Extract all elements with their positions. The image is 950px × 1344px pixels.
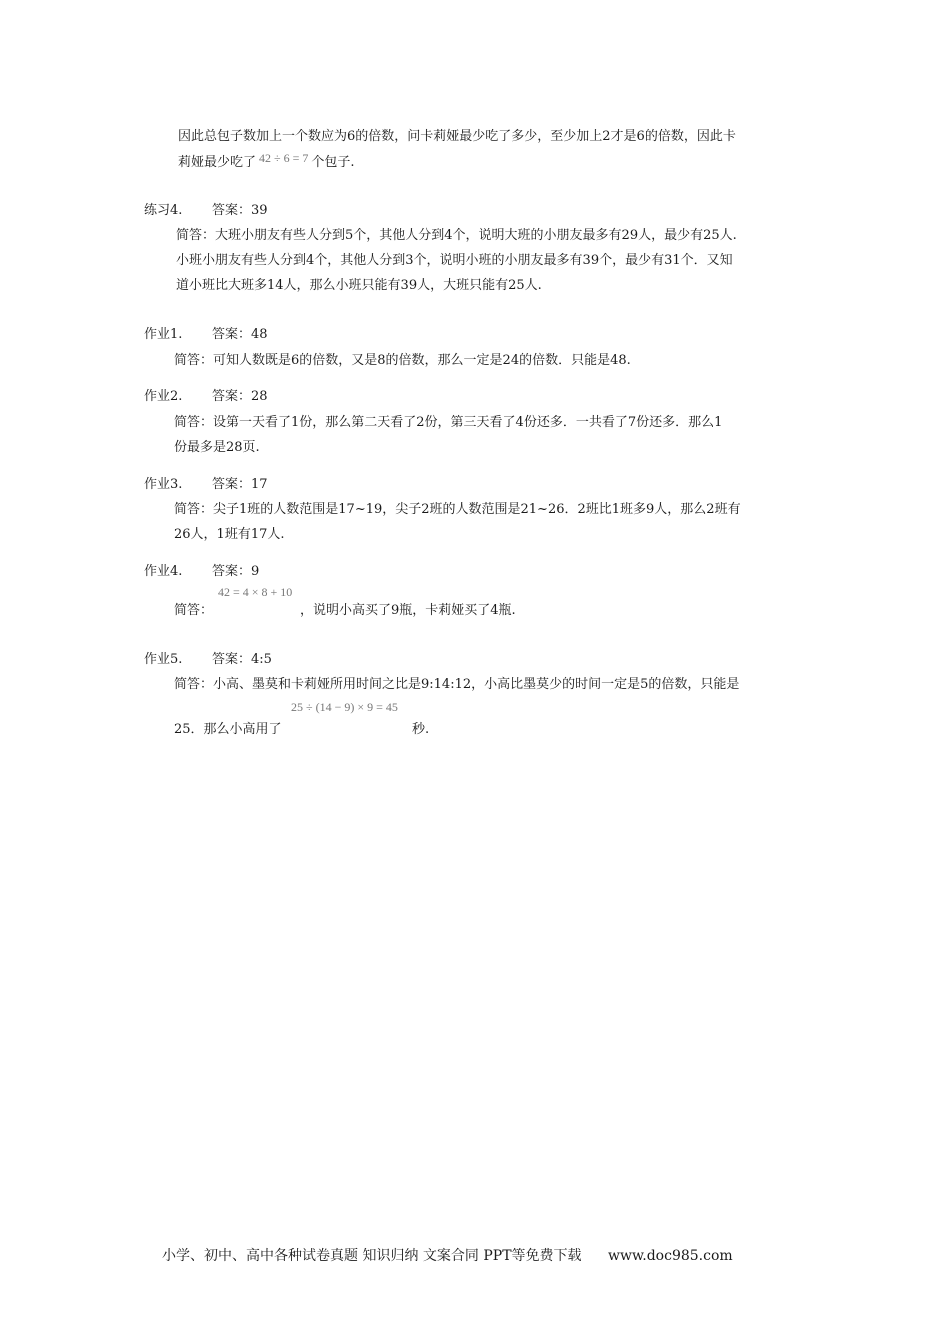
hw5-line-2b: 秒. [412, 722, 430, 737]
hw4-prefix: 简答： [174, 603, 214, 618]
hw4-answer: 答案：9 [212, 564, 260, 579]
practice4-label: 练习4. [144, 203, 183, 218]
hw2-answer: 答案：28 [212, 389, 268, 404]
hw2-line-1: 简答：设第一天看了1份，那么第二天看了2份，第三天看了4份还多．一共看了7份还多．那么1 [174, 415, 723, 430]
intro-text-b: 个包子. [311, 155, 355, 170]
practice4-line-1: 简答：大班小朋友有些人分到5个，其他人分到4个，说明大班的小朋友最多有29人，最少有25人. [176, 228, 737, 243]
footer-text: 小学、初中、高中各种试卷真题 知识归纳 文案合同 PPT等免费下载 [162, 1248, 582, 1264]
practice4-answer: 答案：39 [212, 203, 268, 218]
hw5-line-2a: 25．那么小高用了 [174, 722, 282, 737]
intro-line-1: 因此总包子数加上一个数应为6的倍数，问卡莉娅最少吃了多少，至少加上2才是6的倍数，因此卡 [178, 129, 736, 144]
hw1-answer: 答案：48 [212, 327, 268, 342]
hw1-label: 作业1. [144, 327, 183, 342]
intro-text-a: 莉娅最少吃了 [178, 155, 257, 170]
hw3-answer: 答案：17 [212, 477, 268, 492]
hw5-label: 作业5. [144, 652, 183, 667]
page-footer [162, 1246, 733, 1266]
hw5-answer: 答案：4:5 [212, 652, 272, 667]
hw3-line-2: 26人，1班有17人. [174, 527, 285, 542]
hw4-math: 42 = 4 × 8 + 10 [218, 585, 293, 599]
footer-url[interactable]: www.doc985.com [607, 1248, 733, 1264]
practice4-line-2: 小班小朋友有些人分到4个，其他人分到3个，说明小班的小朋友最多有39个，最少有31个．又知 [176, 253, 733, 268]
hw3-line-1: 简答：尖子1班的人数范围是17~19，尖子2班的人数范围是21~26．2班比1班多9人，那么2班有 [174, 502, 741, 517]
hw3-label: 作业3. [144, 477, 183, 492]
intro-math: 42 ÷ 6 = 7 [259, 151, 309, 165]
practice4-line-3: 道小班比大班多14人，那么小班只能有39人，大班只能有25人. [176, 278, 542, 293]
hw5-line-1: 简答：小高、墨莫和卡莉娅所用时间之比是9:14:12，小高比墨莫少的时间一定是5的倍数，只能是 [174, 677, 740, 692]
hw4-suffix: ，说明小高买了9瓶，卡莉娅买了4瓶. [300, 603, 516, 618]
hw2-label: 作业2. [144, 389, 183, 404]
hw5-math: 25 ÷ (14 − 9) × 9 = 45 [291, 700, 398, 714]
intro-line-2 [178, 153, 355, 172]
hw2-line-2: 份最多是28页. [174, 440, 260, 455]
hw4-label: 作业4. [144, 564, 183, 579]
hw1-line-1: 简答：可知人数既是6的倍数，又是8的倍数，那么一定是24的倍数．只能是48. [174, 353, 631, 368]
